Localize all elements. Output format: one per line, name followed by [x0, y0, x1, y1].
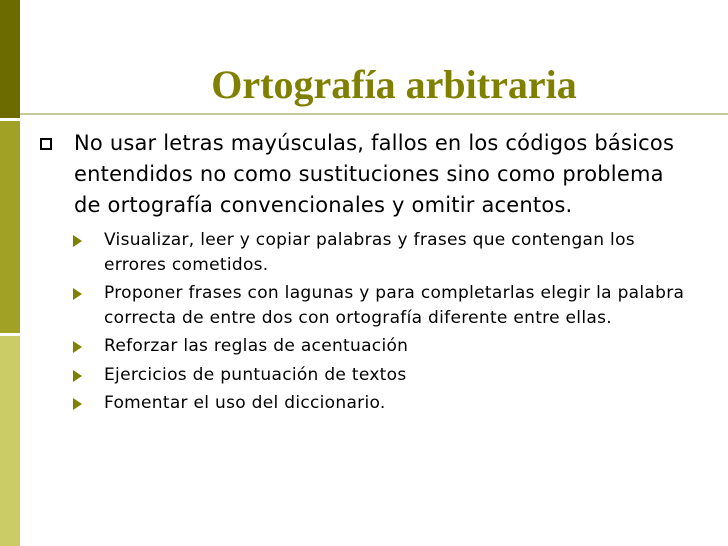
accent-bar-dark: [0, 0, 20, 118]
main-bullet-text: No usar letras mayúsculas, fallos en los códigos básicos entendidos no como sustituciones sino como problema de ortografía convencionales y omitir acentos.: [74, 131, 675, 217]
sub-bullet-item: [38, 363, 688, 388]
sub-bullet-item: [38, 334, 688, 359]
sub-bullet-text: Proponer frases con lagunas y para completarlas elegir la palabra correcta de entre dos con ortografía diferente entre ellas.: [104, 283, 685, 328]
triangle-bullet-icon: [73, 341, 82, 353]
sub-bullet-item: [38, 228, 688, 277]
sub-bullet-text: Reforzar las reglas de acentuación: [104, 336, 409, 356]
slide-title: Ortografía arbitraria: [211, 62, 577, 107]
sub-bullet-item: [38, 391, 688, 416]
accent-bar-light: [0, 336, 20, 546]
triangle-bullet-icon: [73, 235, 82, 247]
title-divider: [20, 113, 728, 115]
triangle-bullet-icon: [73, 398, 82, 410]
square-outline-bullet-icon: [40, 138, 52, 150]
slide-content: [38, 128, 688, 420]
main-bullet-item: [38, 128, 688, 221]
sub-bullet-text: Visualizar, leer y copiar palabras y frases que contengan los errores cometidos.: [104, 230, 635, 275]
triangle-bullet-icon: [73, 370, 82, 382]
sub-bullet-text: Ejercicios de puntuación de textos: [104, 364, 407, 385]
accent-bar-mid: [0, 121, 20, 333]
left-accent-bar: [0, 0, 20, 546]
sub-bullet-item: [38, 281, 688, 330]
sub-bullet-text: Fomentar el uso del diccionario.: [104, 393, 386, 413]
triangle-bullet-icon: [73, 288, 82, 300]
sub-bullet-list: [38, 228, 688, 416]
